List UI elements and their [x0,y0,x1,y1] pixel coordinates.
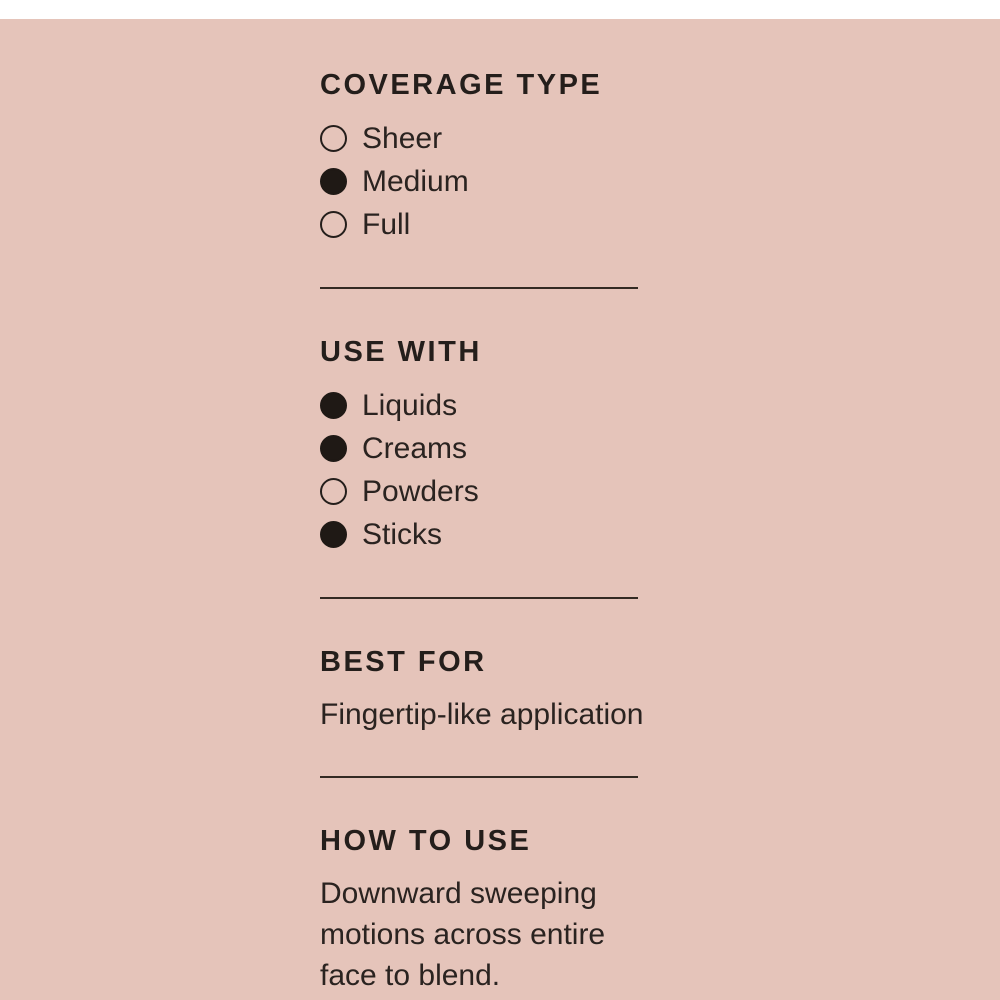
how-to-use-text: Downward sweeping motions across entire face to blend. [320,877,606,993]
option-label: Medium [362,164,469,198]
coverage-type-heading: COVERAGE TYPE [320,69,603,101]
radio-empty-icon [320,478,347,505]
section-divider [320,597,638,599]
list-item [320,160,660,203]
use-with-options [320,384,660,556]
how-to-use-heading: HOW TO USE [320,825,532,858]
radio-empty-icon [320,211,347,238]
best-for-text: Fingertip-like application [320,698,644,731]
option-label: Sticks [362,517,443,551]
list-item [320,427,660,470]
list-item [320,117,660,160]
coverage-type-options [320,117,660,246]
section-divider [320,287,638,289]
option-label: Powders [362,474,479,508]
list-item [320,384,660,427]
radio-filled-icon [320,521,347,548]
option-label: Creams [362,431,468,465]
top-white-strip [0,0,1000,19]
option-label: Sheer [362,121,443,155]
info-content-column [320,19,660,996]
radio-filled-icon [320,392,347,419]
option-label: Full [362,207,411,241]
use-with-heading: USE WITH [320,336,482,368]
radio-filled-icon [320,168,347,195]
list-item [320,513,660,556]
list-item [320,203,660,246]
radio-filled-icon [320,435,347,462]
info-card-background [0,19,1000,1000]
list-item [320,470,660,513]
section-divider [320,776,638,778]
option-label: Liquids [362,388,458,422]
best-for-heading: BEST FOR [320,646,487,678]
radio-empty-icon [320,125,347,152]
